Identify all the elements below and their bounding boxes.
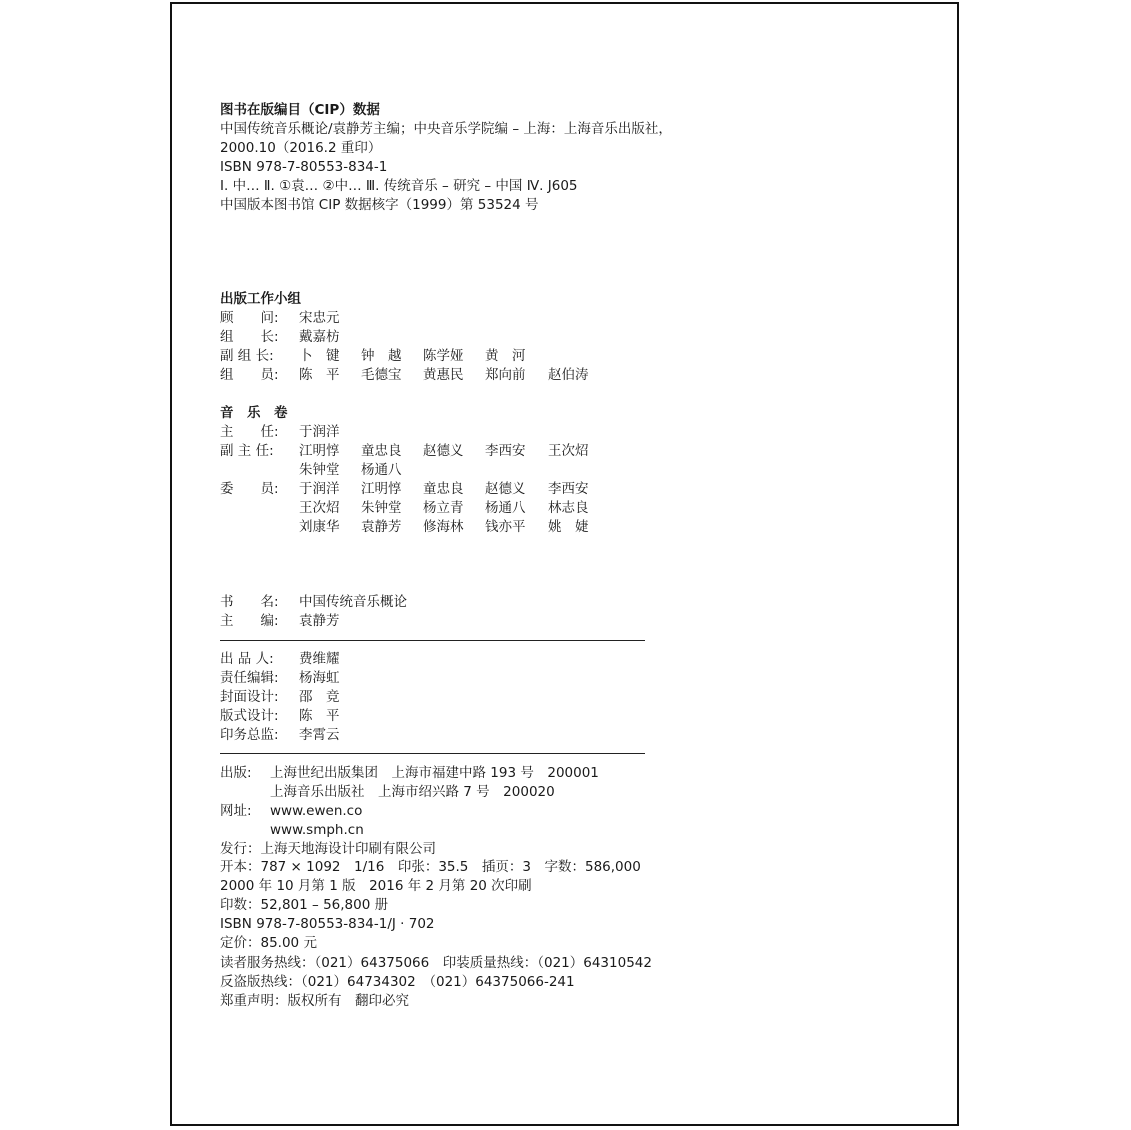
roster-name: 郑向前: [485, 367, 526, 383]
roster-label: 组 长:: [220, 329, 279, 345]
cip-line: 2000.10（2016.2 重印）: [220, 140, 382, 156]
roster-name: 童忠良: [423, 481, 464, 497]
roster-name: 朱钟堂: [299, 462, 340, 478]
cip-line: ISBN 978-7-80553-834-1: [220, 159, 388, 175]
info-value: 袁静芳: [299, 613, 340, 629]
roster-name: 黄 河: [485, 348, 526, 364]
roster-name: 于润洋: [299, 424, 340, 440]
info-value: 中国传统音乐概论: [299, 594, 407, 610]
divider: [220, 640, 645, 641]
print-count: 印数：52,801 – 56,800 册: [220, 897, 389, 913]
roster-name: 修海林: [423, 519, 464, 535]
roster-name: 陈 平: [299, 367, 340, 383]
roster-name: 戴嘉枋: [299, 329, 340, 345]
info-label: 责任编辑:: [220, 670, 279, 686]
cip-line: 中国传统音乐概论/袁静芳主编；中央音乐学院编 – 上海：上海音乐出版社，: [220, 121, 672, 137]
roster-label: 副 组 长:: [220, 348, 274, 364]
publisher-2: 上海音乐出版社 上海市绍兴路 7 号 200020: [270, 784, 555, 800]
format: 开本：787 × 1092 1/16 印张：35.5 插页：3 字数：586,000: [220, 859, 641, 875]
roster-name: 杨立青: [423, 500, 464, 516]
roster-name: 赵德义: [423, 443, 464, 459]
info-value: 杨海虹: [299, 670, 340, 686]
distribution: 发行：上海天地海设计印刷有限公司: [220, 841, 436, 857]
info-value: 邵 竞: [299, 689, 340, 705]
cip-title: 图书在版编目（CIP）数据: [220, 102, 380, 118]
roster-label: 委 员:: [220, 481, 279, 497]
team-title: 出版工作小组: [220, 291, 301, 307]
roster-name: 赵德义: [485, 481, 526, 497]
info-value: 李霄云: [299, 727, 340, 743]
price: 定价：85.00 元: [220, 935, 317, 951]
roster-name: 江明惇: [361, 481, 402, 497]
info-label: 印务总监:: [220, 727, 279, 743]
info-label: 出 品 人:: [220, 651, 274, 667]
roster-name: 童忠良: [361, 443, 402, 459]
roster-name: 林志良: [548, 500, 589, 516]
isbn-code: ISBN 978-7-80553-834-1/J · 702: [220, 916, 435, 932]
roster-name: 刘康华: [299, 519, 340, 535]
roster-name: 江明惇: [299, 443, 340, 459]
music-title: 音 乐 卷: [220, 405, 288, 421]
info-value: 陈 平: [299, 708, 340, 724]
web-url-2[interactable]: www.smph.cn: [270, 822, 364, 838]
publisher-1: 上海世纪出版集团 上海市福建中路 193 号 200001: [270, 765, 599, 781]
roster-name: 杨通八: [361, 462, 402, 478]
info-value: 费维耀: [299, 651, 340, 667]
info-label: 主 编:: [220, 613, 279, 629]
info-label: 书 名:: [220, 594, 279, 610]
info-label: 版式设计:: [220, 708, 279, 724]
roster-label: 顾 问:: [220, 310, 279, 326]
web-label: 网址:: [220, 803, 252, 819]
roster-name: 姚 婕: [548, 519, 589, 535]
divider: [220, 753, 645, 754]
roster-name: 赵伯涛: [548, 367, 589, 383]
roster-name: 袁静芳: [361, 519, 402, 535]
hotline-2: 反盗版热线：（021）64734302 （021）64375066-241: [220, 974, 575, 990]
roster-name: 宋忠元: [299, 310, 340, 326]
roster-name: 李西安: [548, 481, 589, 497]
web-url-1[interactable]: www.ewen.co: [270, 803, 363, 819]
roster-name: 李西安: [485, 443, 526, 459]
roster-label: 主 任:: [220, 424, 279, 440]
roster-name: 王次炤: [299, 500, 340, 516]
roster-name: 卜 键: [299, 348, 340, 364]
roster-label: 副 主 任:: [220, 443, 274, 459]
roster-name: 杨通八: [485, 500, 526, 516]
cip-line: 中国版本图书馆 CIP 数据核字（1999）第 53524 号: [220, 197, 539, 213]
roster-name: 陈学娅: [423, 348, 464, 364]
edition: 2000 年 10 月第 1 版 2016 年 2 月第 20 次印刷: [220, 878, 532, 894]
roster-name: 朱钟堂: [361, 500, 402, 516]
copyright-notice: 郑重声明：版权所有 翻印必究: [220, 993, 409, 1009]
roster-name: 黄惠民: [423, 367, 464, 383]
info-label: 封面设计:: [220, 689, 279, 705]
publisher-label: 出版:: [220, 765, 252, 781]
hotline-1: 读者服务热线：（021）64375066 印装质量热线：（021）64310542: [220, 955, 652, 971]
roster-label: 组 员:: [220, 367, 279, 383]
cip-line: Ⅰ. 中… Ⅱ. ①袁… ②中… Ⅲ. 传统音乐 – 研究 – 中国 Ⅳ. J605: [220, 178, 578, 194]
roster-name: 钟 越: [361, 348, 402, 364]
roster-name: 王次炤: [548, 443, 589, 459]
roster-name: 钱亦平: [485, 519, 526, 535]
roster-name: 于润洋: [299, 481, 340, 497]
roster-name: 毛德宝: [361, 367, 402, 383]
